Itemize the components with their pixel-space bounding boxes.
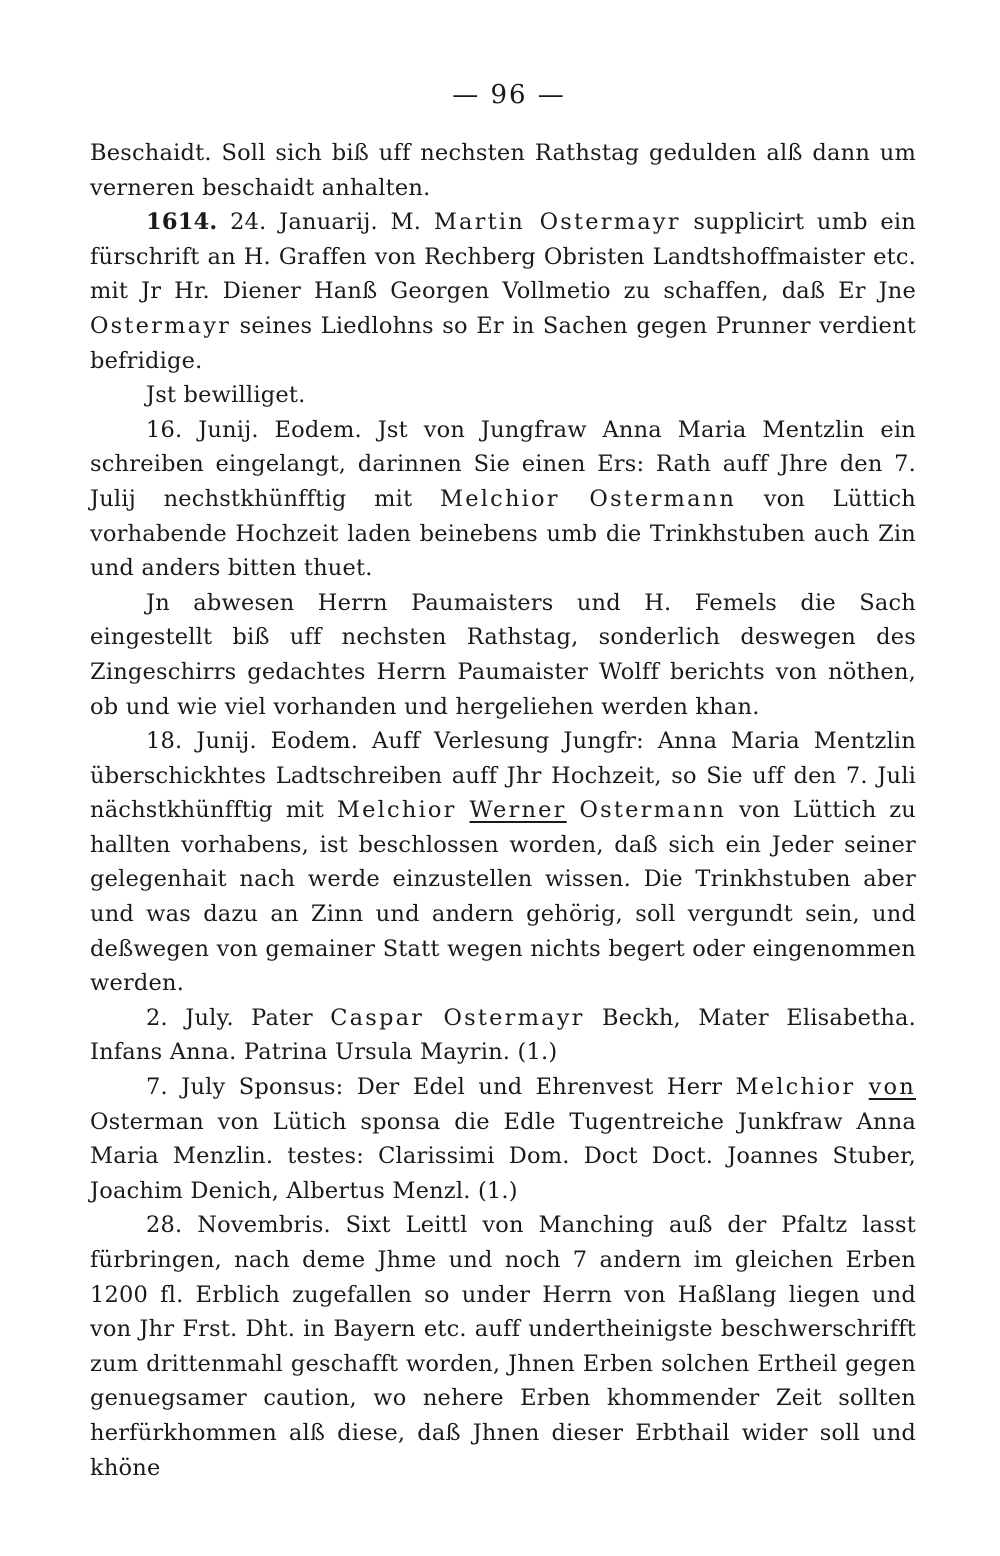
paragraph-text: 7. July Sponsus: Der Edel und Ehrenvest Herr [146, 1074, 736, 1101]
year-heading: 1614. [146, 209, 218, 236]
person-name: Ostermann [579, 797, 727, 824]
paragraph-text: 18. Junij. Eodem. Auff Verlesung Jungfr: Anna Maria Mentzlin überschickhtes Ladtschreiben auff Jhr Hochzeit, so Sie uff den 7. Juli nächstkhünfftig mit [90, 728, 916, 824]
paragraph-text: Jst bewilliget. [146, 382, 306, 409]
person-name: Caspar Ostermayr [330, 1004, 585, 1031]
paragraph-5 [90, 586, 916, 724]
paragraph-text: seines Liedlohns so Er in Sachen gegen Prunner verdient befridige. [90, 312, 916, 374]
paragraph-text: 28. Novembris. Sixt Leittl von Manching auß der Pfaltz lasst fürbringen, nach deme Jhme und noch 7 andern im gleichen Erben 1200 fl. Erblich zugefallen so under Herrn von Haßlang liegen und von Jhr Frst. Dht. in Bayern etc. auff undertheinigste beschwerschrifft zum drittenmahl geschafft worden, Jhnen Erben solchen Ertheil gegen genuegsamer caution, wo nehere Erben khommender Zeit sollten herfürkhommen alß diese, daß Jhnen dieser Erbthail wider soll und khöne [90, 1212, 916, 1481]
paragraph-text: 16. Junij. Eodem. Jst von Jungfraw Anna Maria Mentzlin ein schreiben eingelangt, darinnen Sie einen Ers: Rath auff Jhre den 7. Julij nechstkhünfftig mit [90, 416, 916, 512]
person-name: Melchior Ostermann [440, 485, 737, 512]
underlined-word: von [868, 1074, 916, 1101]
paragraph-text: 2. July. Pater [146, 1004, 331, 1031]
paragraph-9 [90, 1208, 916, 1485]
paragraph-text: Jn abwesen Herrn Paumaisters und H. Femels die Sach eingestellt biß uff nechsten Rathstag, sonderlich deswegen des Zingeschirrs gedachtes Herrn Paumaister Wolff berichts von nöthen, ob und wie viel vorhanden und hergeliehen werden khan. [90, 589, 916, 720]
paragraph-text: von Lüttich zu hallten vorhabens, ist beschlossen worden, daß sich ein Jeder seiner gelegenhait nach werde einzustellen wissen. Die Trinkhstuben aber und was dazu an Zinn und andern gehörig, soll vergundt sein, und deßwegen von gemainer Statt wegen nichts begert oder eingenommen werden. [90, 797, 916, 997]
paragraph-text: Osterman von Lütich sponsa die Edle Tugentreiche Junkfraw Anna Maria Menzlin. testes: Clarissimi Dom. Doct Doct. Joannes Stuber, Joachim Denich, Albertus Menzl. (1.) [90, 1108, 916, 1204]
paragraph-text: Beckh, Mater Elisabetha. Infans Anna. Patrina Ursula Mayrin. (1.) [90, 1004, 916, 1066]
paragraph-3 [90, 378, 916, 413]
underlined-name: Werner [469, 797, 567, 824]
paragraph-7 [90, 1001, 916, 1070]
paragraph-text: supplicirt umb ein fürschrift an H. Graffen von Rechberg Obristen Landtshoffmaister etc. mit Jr Hr. Diener Hanß Georgen Vollmetio zu schaffen, daß Er Jne [90, 209, 916, 305]
paragraph-2 [90, 205, 916, 378]
person-name: Melchior [336, 797, 457, 824]
person-name: Melchior [735, 1074, 856, 1101]
document-page [90, 80, 916, 1485]
entry-date: 24. Januarij. [217, 209, 378, 236]
page-number: — 96 — [452, 80, 566, 110]
paragraph-6 [90, 724, 916, 1001]
paragraph-text: Beschaidt. Soll sich biß uff nechsten Rathstag gedulden alß dann um verneren beschaidt anhalten. [90, 140, 916, 201]
person-name: Martin Ostermayr [433, 209, 681, 236]
paragraph-1 [90, 136, 916, 205]
paragraph-text: von Lüttich vorhabende Hochzeit laden beinebens umb die Trinkhstuben auch Zin und anders bitten thuet. [90, 485, 916, 582]
person-name: Ostermayr [90, 312, 232, 339]
paragraph-4 [90, 413, 916, 586]
paragraph-8 [90, 1070, 916, 1208]
name-prefix: M. [377, 209, 434, 236]
